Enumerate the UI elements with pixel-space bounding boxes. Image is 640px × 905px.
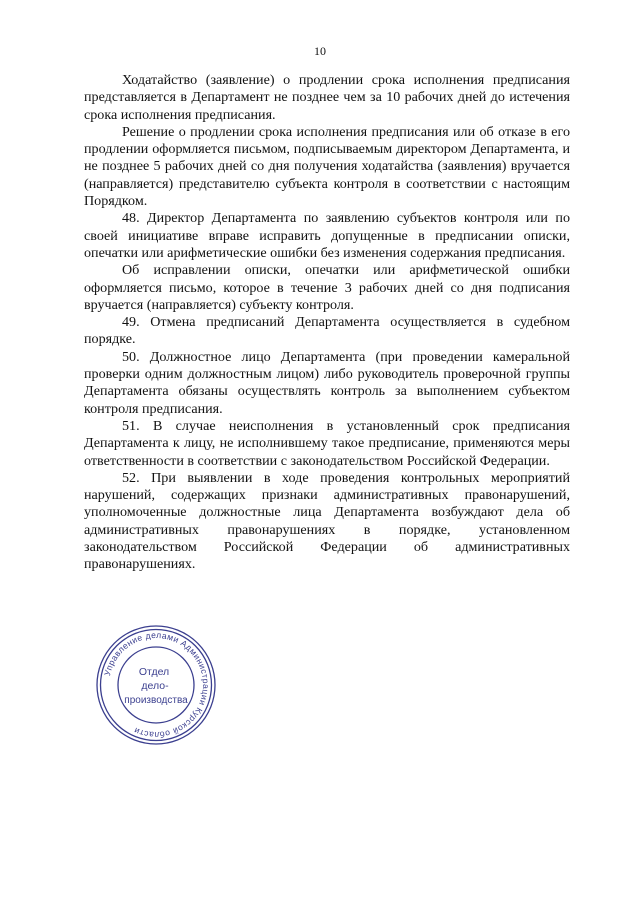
stamp-outer-text: Управление делами Администрации Курской области: [101, 629, 212, 741]
paragraph: 50. Должностное лицо Департамента (при проведении камеральной проверки одним должностным лицом) либо руководитель проверочной группы Департамента обязаны осуществлять контроль за выполнением субъектом контроля предписания.: [84, 348, 570, 417]
page-number: 10: [314, 44, 326, 58]
paragraph: 49. Отмена предписаний Департамента осуществляется в судебном порядке.: [84, 314, 570, 348]
paragraph: Решение о продлении срока исполнения предписания или об отказе в его продлении оформляется письмом, подписываемым директором Департамента, и не позднее 5 рабочих дней со дня получения ходатайства (заявления) вручается (направляется) представителю субъекта контроля в соответствии с настоящим Порядком.: [84, 123, 570, 210]
stamp-inner-line: дело-: [141, 680, 169, 692]
stamp-inner-line: производства: [124, 695, 188, 706]
document-body: [84, 72, 570, 574]
stamp-inner-line: Отдел: [138, 666, 170, 678]
paragraph: 48. Директор Департамента по заявлению субъектов контроля или по своей инициативе вправе исправить допущенные в предписании описки, опечатки или арифметические ошибки без изменения содержания предписания.: [84, 210, 570, 261]
paragraph: Об исправлении описки, опечатки или арифметической ошибки оформляется письмо, которое в течение 3 рабочих дней со дня подписания вручается (направляется) субъекту контроля.: [84, 262, 570, 313]
paragraph: Ходатайство (заявление) о продлении срока исполнения предписания представляется в Департамент не позднее чем за 10 рабочих дней до истечения срока исполнения предписания.: [84, 72, 570, 123]
paragraph: 51. В случае неисполнения в установленный срок предписания Департамента к лицу, не исполнившему такое предписание, применяются меры ответственности в соответствии с законодательством Российской Федерации.: [84, 417, 570, 469]
office-stamp: [95, 624, 217, 746]
paragraph: 52. При выявлении в ходе проведения контрольных мероприятий нарушений, содержащих признаки административных правонарушений, уполномоченные должностные лица Департамента возбуждают дела об административных правонарушениях в порядке, установленном законодательством Российской Федерации об административных правонарушениях.: [84, 469, 570, 573]
